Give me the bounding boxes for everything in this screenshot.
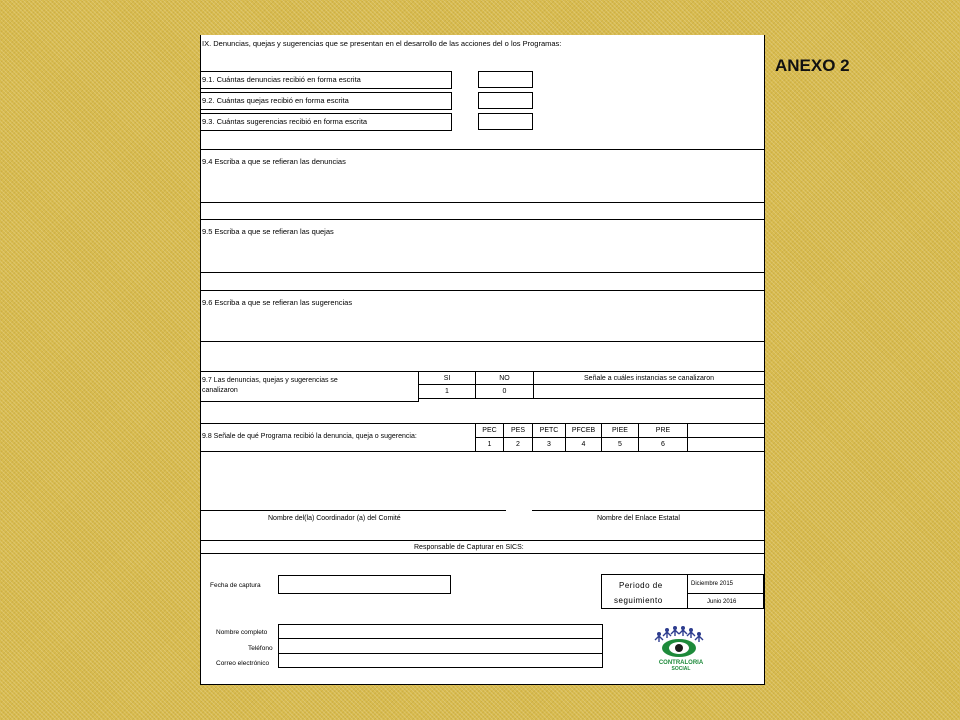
program-code[interactable]: 1 (475, 437, 504, 452)
nombre-completo-label: Nombre completo (216, 629, 268, 636)
program-code[interactable]: 5 (601, 437, 639, 452)
signature-line-enlace (532, 510, 765, 511)
question-9-3-label: 9.3. Cuántas sugerencias recibió en forma escrita (202, 117, 368, 126)
logo-text-line1: CONTRALORIA (658, 660, 704, 666)
contraloria-social-logo (646, 624, 716, 672)
question-9-1-label: 9.1. Cuántas denuncias recibió en forma escrita (202, 75, 361, 84)
correo-label: Correo electrónico (216, 660, 270, 667)
program-code[interactable]: 3 (532, 437, 566, 452)
question-9-7-instancias-input[interactable] (533, 384, 765, 399)
program-header: PRE (638, 423, 688, 438)
question-9-7-label-line1: 9.7 Las denuncias, quejas y sugerencias se (202, 377, 338, 384)
program-header: PEC (475, 423, 504, 438)
question-9-7-no-value[interactable]: 0 (475, 384, 534, 399)
question-9-7-no-header: NO (475, 371, 534, 385)
fecha-captura-label: Fecha de captura (210, 582, 261, 589)
section-title: IX. Denuncias, quejas y sugerencias que se presentan en el desarrollo de las acciones del o los Programas: (202, 39, 562, 48)
periodo-start: Diciembre 2015 (691, 581, 734, 587)
periodo-label-line2: seguimiento (614, 596, 663, 605)
logo-text-line2: SOCIAL (671, 666, 691, 672)
question-9-7-instancias-header: Señale a cuáles instancias se canalizaron (533, 371, 765, 385)
program-header: PES (503, 423, 533, 438)
signature-coordinador-label: Nombre del(la) Coordinador (a) del Comité (268, 515, 401, 522)
question-9-2-label: 9.2. Cuántas quejas recibió en forma escrita (202, 96, 349, 105)
program-header: PFCEB (565, 423, 602, 438)
question-9-7-label-line2: canalizaron (202, 387, 238, 394)
program-code[interactable]: 6 (638, 437, 688, 452)
periodo-end: Junio 2016 (707, 599, 737, 605)
program-code[interactable]: 4 (565, 437, 602, 452)
program-extra-cell (687, 437, 765, 452)
question-9-6-label: 9.6 Escriba a que se refieran las sugerencias (202, 298, 353, 307)
annex-label: ANEXO 2 (775, 56, 850, 75)
nombre-completo-input[interactable] (278, 624, 603, 639)
signature-enlace-label: Nombre del Enlace Estatal (597, 515, 680, 522)
question-9-7-si-value[interactable]: 1 (418, 384, 476, 399)
question-9-4-label: 9.4 Escriba a que se refieran las denuncias (202, 157, 346, 166)
fecha-captura-input[interactable] (278, 575, 451, 594)
telefono-label: Teléfono (248, 645, 273, 652)
question-9-8-label: 9.8 Señale de qué Programa recibió la denuncia, queja o sugerencia: (202, 433, 417, 440)
question-9-7-si-header: SI (418, 371, 476, 385)
program-header: PETC (532, 423, 566, 438)
question-9-5-label: 9.5 Escriba a que se refieran las quejas (202, 227, 334, 236)
periodo-label-line1: Periodo de (619, 581, 663, 590)
correo-input[interactable] (278, 653, 603, 668)
sics-title: Responsable de Capturar en SICS: (414, 544, 524, 551)
program-header: PIEE (601, 423, 639, 438)
question-9-1-input[interactable] (478, 71, 533, 88)
form-sheet (200, 35, 765, 685)
question-9-2-input[interactable] (478, 92, 533, 109)
program-code[interactable]: 2 (503, 437, 533, 452)
telefono-input[interactable] (278, 638, 603, 654)
question-9-3-input[interactable] (478, 113, 533, 130)
program-extra-cell (687, 423, 765, 438)
signature-line-coordinador (200, 510, 506, 511)
